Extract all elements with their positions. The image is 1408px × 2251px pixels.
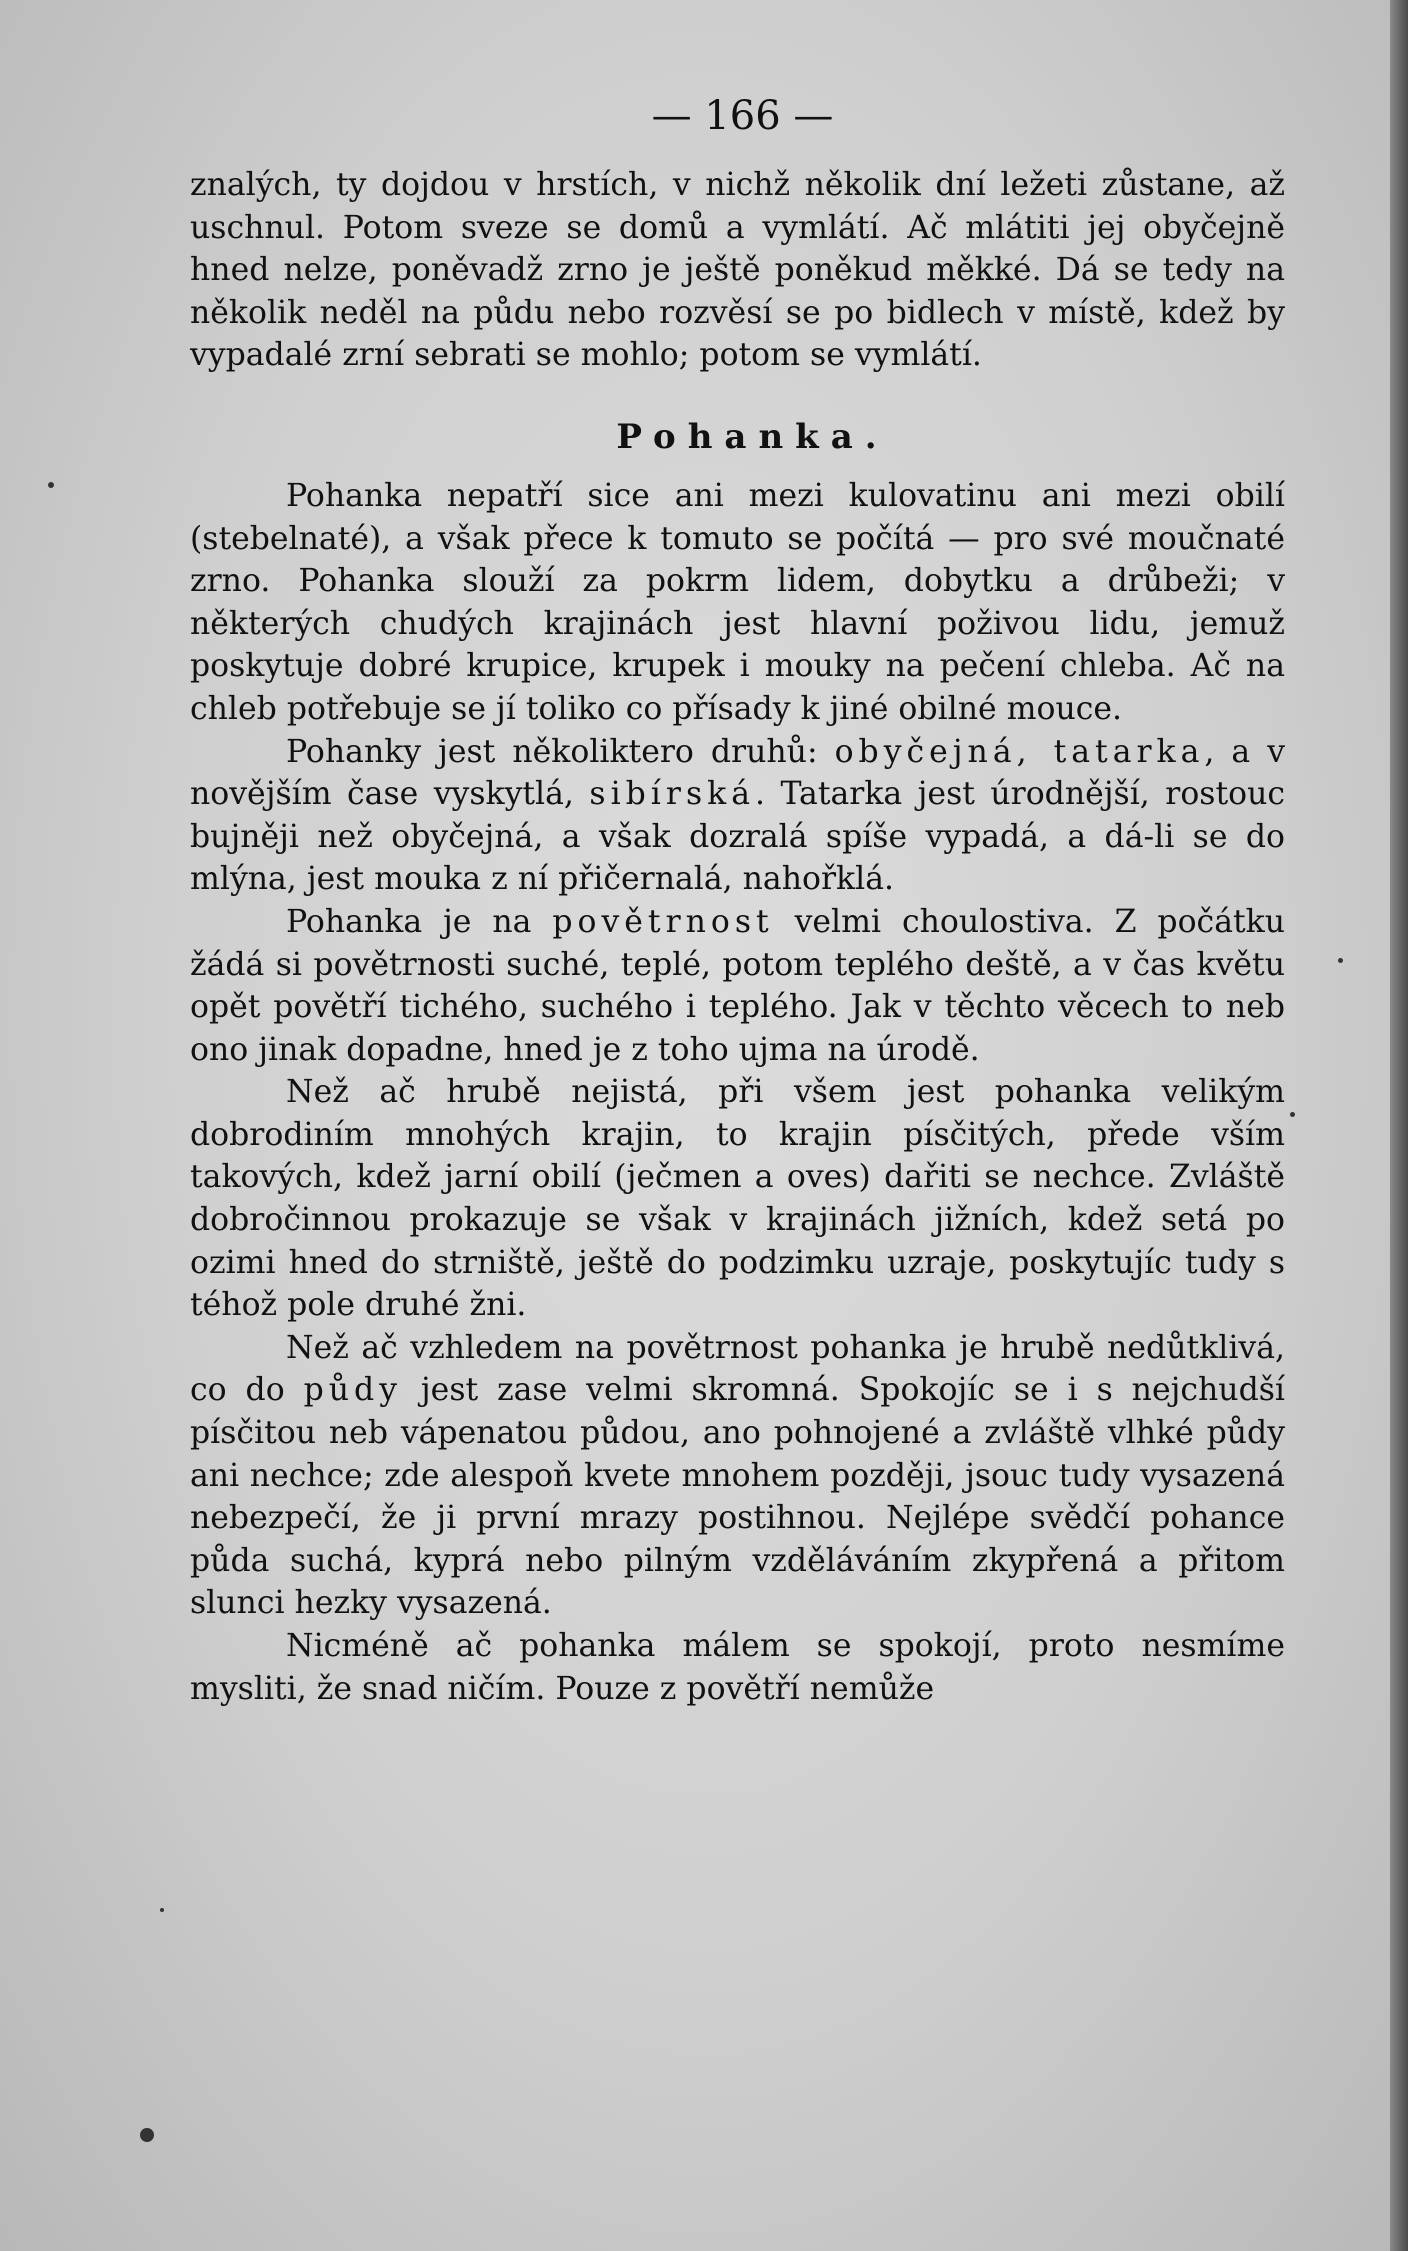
paragraph-benefit: Než ač hrubě nejistá, při všem jest pohanka velikým dobrodiním mnohých krajin, to krajin písčitých, přede vším takových, kdež jarní obilí (ječmen a oves) dařiti se nechce. Zvláště dobročinnou prokazuje se však v krajinách jižních, kdež setá po ozimi hned do strniště, ještě do podzimku uzraje, poskytujíc tudy s téhož pole druhé žni. — [190, 1074, 1285, 1324]
page-number: — 166 — — [651, 93, 834, 139]
paragraph-weather — [190, 901, 1285, 1071]
emphasis-varieties: obyčejná, tatarka — [834, 733, 1205, 770]
text-run: Pohanky jest několiktero druhů: — [286, 733, 835, 770]
emphasis-weather: povětrnost — [552, 903, 774, 940]
paragraph-soil — [190, 1327, 1285, 1625]
emphasis-soil: půdy — [303, 1372, 402, 1409]
section-heading: Pohanka. — [616, 416, 889, 457]
paragraph-final: Nicméně ač pohanka málem se spokojí, proto nesmíme mysliti, že snad ničím. Pouze z povětří nemůže — [190, 1628, 1285, 1707]
emphasis-siberian: sibírská — [589, 776, 755, 813]
book-page — [190, 90, 1285, 1710]
paragraph-varieties — [190, 731, 1285, 901]
text-run: Než ač vzhledem na povětrnost pohanka je hrubě nedůtklivá, co do — [190, 1329, 1285, 1409]
page-edge-shadow — [1390, 0, 1408, 2251]
text-run: jest zase velmi skromná. Spokojíc se i s nejchudší písčitou neb vápenatou půdou, ano pohnojené a zvláště vlhké půdy ani nechce; zde alespoň kvete mnohem později, jsouc tudy vysazená nebezpečí, že ji první mrazy postihnou. Nejlépe svědčí pohance půda suchá, kyprá nebo pilným vzděláváním zkypřená a přitom slunci hezky vysazená. — [190, 1372, 1285, 1622]
paragraph-intro: Pohanka nepatří sice ani mezi kulovatinu ani mezi obilí (stebelnaté), a však přece k tomuto se počítá — pro své moučnaté zrno. Pohanka slouží za pokrm lidem, dobytku a drůbeži; v některých chudých krajinách jest hlavní poživou lidu, jemuž poskytuje dobré krupice, krupek i mouky na pečení chleba. Ač na chleb potřebuje se jí toliko co přísady k jiné obilné mouce. — [190, 477, 1285, 727]
text-run: velmi choulostiva. Z počátku žádá si povětrnosti suché, teplé, potom teplého deště, a v čas květu opět povětří tichého, suchého i teplého. Jak v těchto věcech to neb ono jinak dopadne, hned je z toho ujma na úrodě. — [190, 903, 1286, 1068]
text-run: , a v novějším čase vyskytlá, — [190, 733, 1285, 813]
paragraph-continued: znalých, ty dojdou v hrstích, v nichž několik dní ležeti zůstane, až uschnul. Potom sveze se domů a vymlátí. Ač mlátiti jej obyčejně hned nelze, poněvadž zrno je ještě poněkud měkké. Dá se tedy na několik neděl na půdu nebo rozvěsí se po bidlech v místě, kdež by vypadalé zrní sebrati se mohlo; potom se vymlátí. — [190, 167, 1285, 374]
text-run: . Tatarka jest úrodnější, rostouc bujněji než obyčejná, a však dozralá spíše vypadá, a dá-li se do mlýna, jest mouka z ní přičernalá, nahořklá. — [190, 776, 1286, 898]
text-run: Pohanka je na — [286, 903, 553, 940]
